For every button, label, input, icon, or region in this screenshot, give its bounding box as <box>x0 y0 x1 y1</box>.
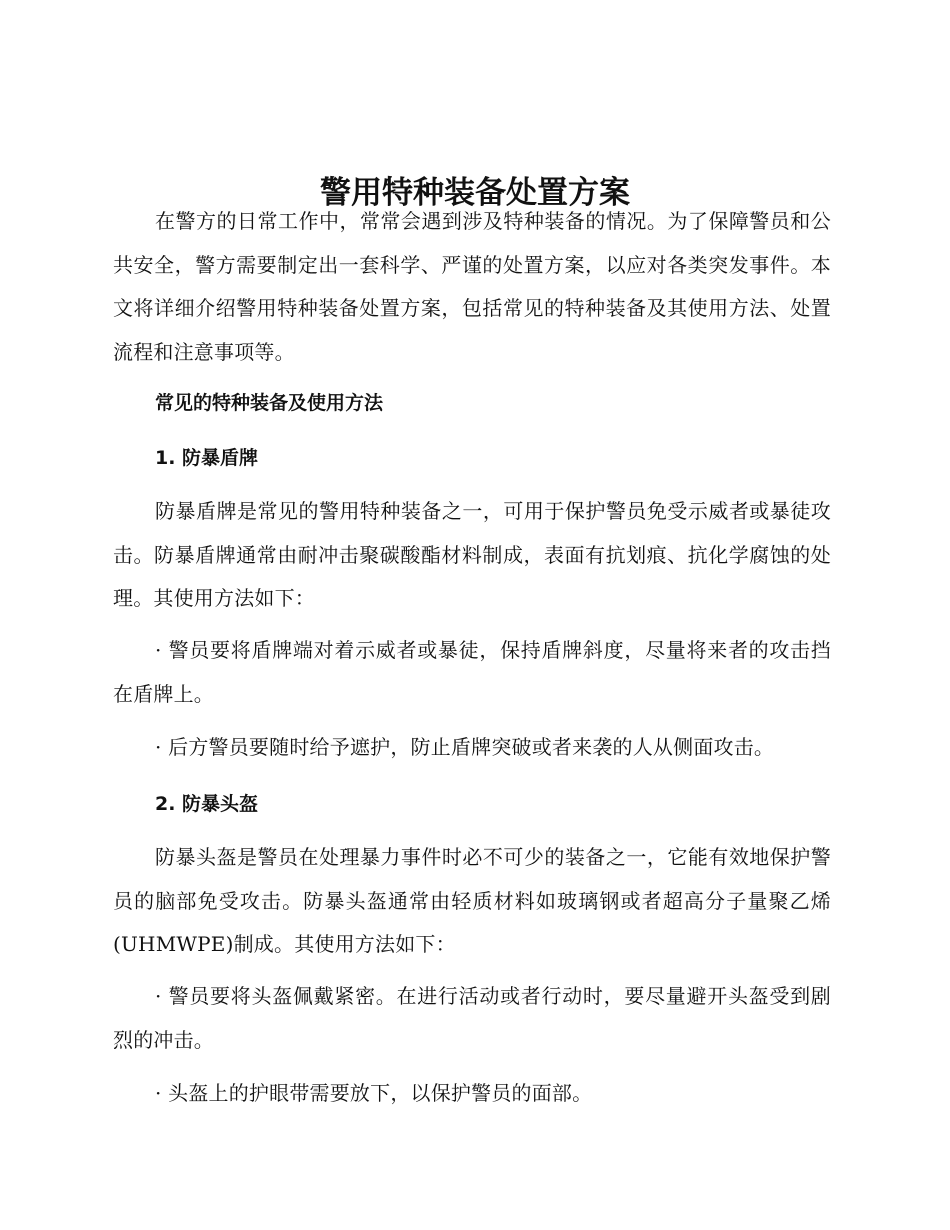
item1-description: 防暴盾牌是常见的警用特种装备之一，可用于保护警员免受示威者或暴徒攻击。防暴盾牌通常由耐冲击聚碳酸酯材料制成，表面有抗划痕、抗化学腐蚀的处理。其使用方法如下： <box>113 499 831 610</box>
item1-bullet-2: · 后方警员要随时给予遮护，防止盾牌突破或者来袭的人从侧面攻击。 <box>155 735 775 759</box>
document-title: 警用特种装备处置方案 <box>320 174 630 211</box>
item2-heading: 2. 防暴头盔 <box>155 793 259 815</box>
item2-bullet-1: · 警员要将头盔佩戴紧密。在进行活动或者行动时，要尽量避开头盔受到剧烈的冲击。 <box>113 984 831 1052</box>
item2-description: 防暴头盔是警员在处理暴力事件时必不可少的装备之一，它能有效地保护警员的脑部免受攻击。防暴头盔通常由轻质材料如玻璃钢或者超高分子量聚乙烯(UHMWPE)制成。其使用方法如下： <box>113 845 831 956</box>
item1-bullet-1: · 警员要将盾牌端对着示威者或暴徒，保持盾牌斜度，尽量将来者的攻击挡在盾牌上。 <box>113 638 831 706</box>
item2-bullet-2: · 头盔上的护眼带需要放下，以保护警员的面部。 <box>155 1081 593 1105</box>
intro-paragraph: 在警方的日常工作中，常常会遇到涉及特种装备的情况。为了保障警员和公共安全，警方需要制定出一套科学、严谨的处置方案，以应对各类突发事件。本文将详细介绍警用特种装备处置方案，包括常见的特种装备及其使用方法、处置流程和注意事项等。 <box>113 209 831 364</box>
item1-heading: 1. 防暴盾牌 <box>155 447 259 469</box>
section-heading: 常见的特种装备及使用方法 <box>155 392 384 414</box>
